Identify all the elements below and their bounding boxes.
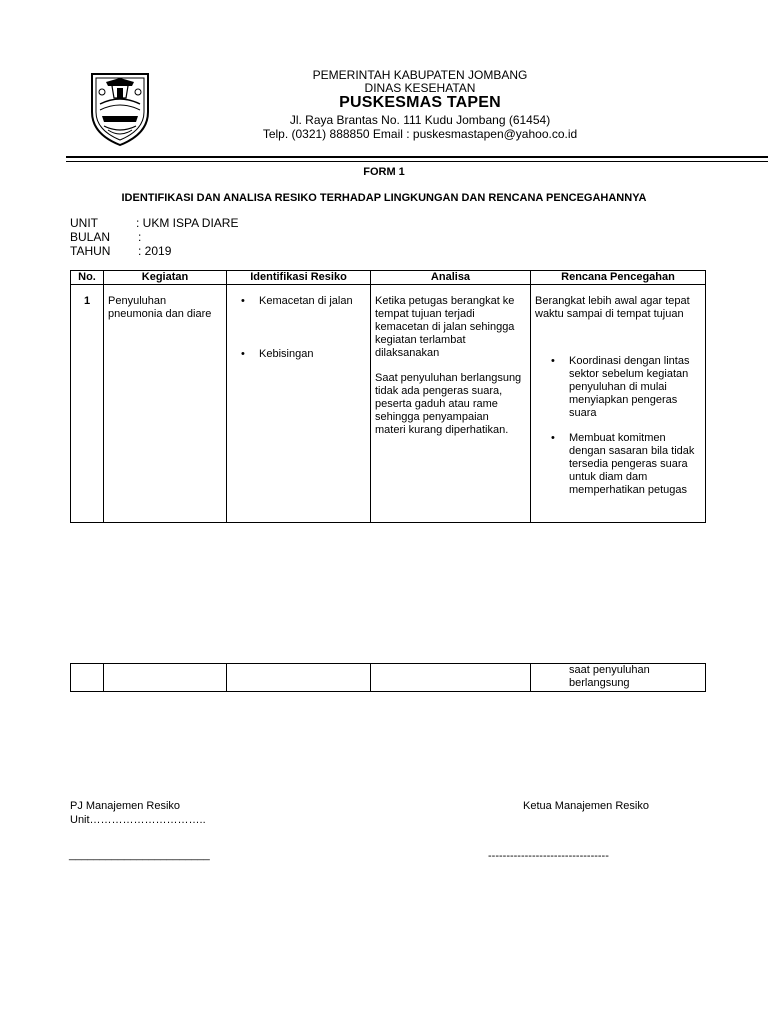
tahun-value: : 2019: [138, 244, 172, 258]
analisa-paragraph-1: Ketika petugas berangkat ke tempat tujuan terjadi kemacetan di jalan sehingga kegiatan terlambat dilaksanakan: [375, 295, 515, 359]
left-signature-title: PJ Manajemen Resiko: [70, 800, 181, 812]
header-department: DINAS KESEHATAN: [364, 81, 476, 95]
document-title: IDENTIFIKASI DAN ANALISA RESIKO TERHADAP LINGKUNGAN DAN RENCANA PENCEGAHANNYA: [121, 192, 647, 204]
col-header-kegiatan: Kegiatan: [104, 271, 227, 285]
analisa-cell: [371, 285, 530, 440]
form-label: FORM 1: [363, 166, 405, 178]
list-item: • Kemacetan di jalan: [231, 295, 366, 308]
header-divider-thin: [66, 161, 768, 162]
unit-label: UNIT: [70, 216, 98, 230]
analisa-paragraph-3: materi kurang diperhatikan.: [375, 424, 509, 436]
rencana-continued: saat penyuluhan berlangsung: [569, 664, 650, 689]
col-header-no: No.: [71, 271, 104, 285]
rencana-cell: [531, 285, 705, 500]
table-header-row: [71, 271, 706, 285]
col-header-analisa: Analisa: [371, 271, 531, 285]
risk-list: [227, 285, 370, 364]
right-signature-title: Ketua Manajemen Resiko: [523, 800, 649, 812]
tahun-label: TAHUN: [70, 244, 111, 258]
table-row: [71, 664, 706, 692]
list-item: • Koordinasi dengan lintas sektor sebelum kegiatan penyuluhan di mulai menyiapkan pengeras suara: [541, 355, 701, 420]
left-signature-line: _______________________: [69, 849, 210, 861]
risk-table-continued: [70, 663, 706, 692]
bulan-label: BULAN: [70, 230, 111, 244]
table-row: [71, 285, 706, 523]
bulan-value: :: [138, 230, 142, 244]
list-item: • Kebisingan: [231, 348, 366, 361]
unit-value: : UKM ISPA DIARE: [136, 216, 239, 230]
kabupaten-jombang-logo: [86, 68, 154, 148]
left-signature-unit: Unit…………………………..: [70, 814, 206, 826]
risk-table: [70, 270, 706, 523]
rencana-paragraph: Berangkat lebih awal agar tepat waktu sampai di tempat tujuan: [535, 295, 690, 320]
analisa-paragraph-2: Saat penyuluhan berlangsung tidak ada pengeras suara, peserta gaduh atau rame sehingga penyampaian: [375, 372, 522, 423]
header-contact: Telp. (0321) 888850 Email : puskesmastapen@yahoo.co.id: [262, 127, 578, 141]
header-government: PEMERINTAH KABUPATEN JOMBANG: [312, 68, 528, 82]
header-divider-thick: [66, 156, 768, 158]
row-number: 1: [83, 295, 91, 307]
col-header-rencana: Rencana Pencegahan: [531, 271, 706, 285]
right-signature-line: ---------------------------------: [488, 850, 609, 862]
header-address: Jl. Raya Brantas No. 111 Kudu Jombang (61454): [289, 113, 551, 127]
kegiatan-text: Penyuluhan pneumonia dan diare: [108, 295, 212, 320]
col-header-identifikasi: Identifikasi Resiko: [227, 271, 371, 285]
rencana-list: [535, 355, 701, 497]
list-item: • Membuat komitmen dengan sasaran bila tidak tersedia pengeras suara untuk diam dam memperhatikan petugas: [541, 432, 701, 497]
header-title: PUSKESMAS TAPEN: [339, 94, 501, 111]
